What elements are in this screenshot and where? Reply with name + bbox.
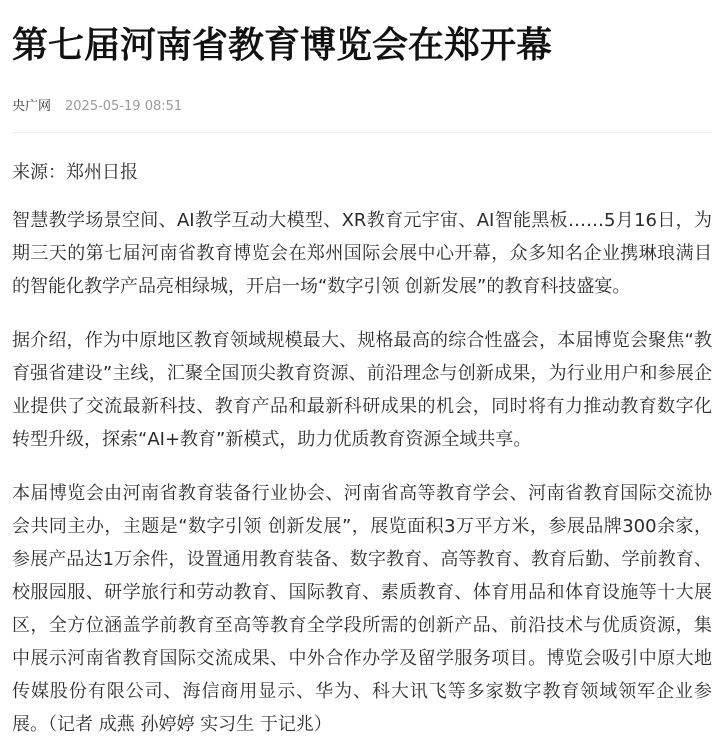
- article-title: 第七届河南省教育博览会在郑开幕: [12, 25, 553, 66]
- meta-divider: [12, 132, 712, 133]
- paragraph-2: 据介绍，作为中原地区教育领域规模最大、规格最高的综合性盛会，本届博览会聚焦“教育强省建设”主线，汇聚全国顶尖教育资源、前沿理念与创新成果，为行业用户和参展企业提供了交流最新科技、教育产品和最新科研成果的机会，同时将有力推动教育数字化转型升级，探索“AI+教育”新模式，助力优质教育资源全域共享。: [12, 330, 712, 450]
- article-meta: [12, 98, 712, 116]
- article-body: [12, 156, 712, 741]
- meta-timestamp: 2025-05-19 08:51: [65, 99, 183, 114]
- paragraph-3: 本届博览会由河南省教育装备行业协会、河南省高等教育学会、河南省教育国际交流协会共同主办，主题是“数字引领 创新发展”，展览面积3万平方米，参展品牌300余家，参展产品达1万余件，设置通用教育装备、数字教育、高等教育、教育后勤、学前教育、校服园服、研学旅行和劳动教育、国际教育、素质教育、体育用品和体育设施等十大展区，全方位涵盖学前教育至高等教育全学段所需的创新产品、前沿技术与优质资源，集中展示河南省教育国际交流成果、中外合作办学及留学服务项目。博览会吸引中原大地传媒股份有限公司、海信商用显示、华为、科大讯飞等多家数字教育领域领军企业参展。（记者 成燕 孙婷婷 实习生 于记兆）: [12, 483, 712, 735]
- paragraph-1: 智慧教学场景空间、AI教学互动大模型、XR教育元宇宙、AI智能黑板……5月16日，为期三天的第七届河南省教育博览会在郑州国际会展中心开幕，众多知名企业携琳琅满目的智能化教学产品亮相绿城，开启一场“数字引领 创新发展”的教育科技盛宴。: [12, 210, 712, 297]
- source-line: 来源：郑州日报: [12, 162, 138, 183]
- meta-source[interactable]: 央广网: [12, 99, 52, 114]
